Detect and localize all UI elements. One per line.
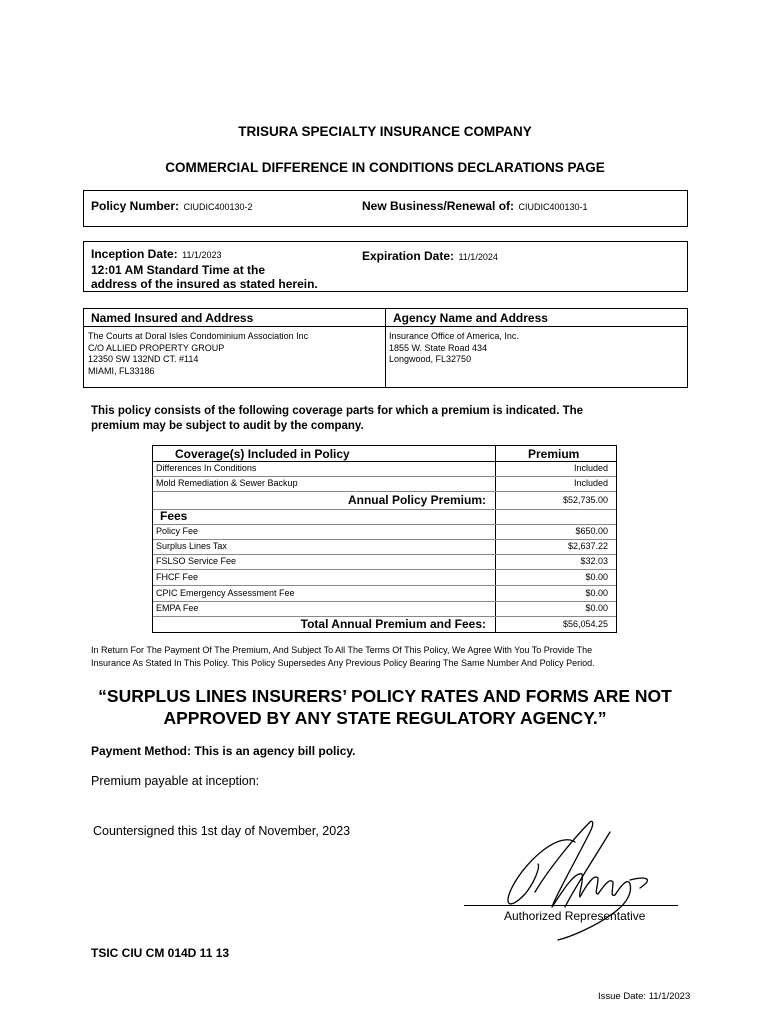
fee-name: Surplus Lines Tax	[156, 541, 227, 551]
policy-number-box	[83, 190, 688, 227]
agency-line: Longwood, FL32750	[389, 354, 472, 364]
agency-line: Insurance Office of America, Inc.	[389, 331, 519, 341]
expiration-label: Expiration Date:	[362, 249, 455, 263]
coverage-premium: Included	[573, 478, 608, 488]
coverage-name: Differences In Conditions	[156, 463, 257, 473]
coverage-intro-line1: This policy consists of the following coverage parts for which a premium is indicated. The	[91, 405, 584, 417]
coverage-column-header: Coverage(s) Included in Policy	[175, 447, 350, 461]
surplus-notice-line1: “SURPLUS LINES INSURERS’ POLICY RATES AND FORMS ARE NOT	[98, 686, 672, 706]
fee-amount: $2,637.22	[567, 541, 608, 551]
company-name: TRISURA SPECIALTY INSURANCE COMPANY	[238, 124, 532, 139]
fee-row	[153, 586, 616, 601]
insured-line: C/O ALLIED PROPERTY GROUP	[88, 342, 225, 353]
fee-row	[153, 554, 616, 569]
fee-amount: $0.00	[585, 572, 608, 582]
coverage-row	[153, 476, 616, 491]
return-statement-line2: Insurance As Stated In This Policy. This Policy Supersedes Any Previous Policy Bearing The Same Number And Policy Period.	[91, 657, 595, 668]
coverage-intro-line2: premium may be subject to audit by the company.	[91, 420, 364, 432]
policy-number-label: Policy Number:	[91, 199, 180, 213]
inception-date: 11/1/2023	[182, 250, 222, 260]
insured-agency-box	[83, 308, 688, 388]
policy-number: CIUDIC400130-2	[183, 202, 253, 212]
fee-row	[153, 539, 616, 554]
inception-time-line1: 12:01 AM Standard Time at the	[91, 262, 266, 277]
authorized-representative-label: Authorized Representative	[504, 909, 646, 923]
payment-method-text: This is an agency bill policy.	[194, 744, 356, 758]
coverage-intro	[91, 404, 583, 434]
premium-payable: Premium payable at inception:	[91, 774, 260, 788]
fee-name: Policy Fee	[156, 526, 199, 536]
renewal-of: CIUDIC400130-1	[518, 202, 588, 212]
agency-header: Agency Name and Address	[393, 311, 548, 325]
insured-address	[88, 331, 308, 377]
surplus-lines-notice	[0, 685, 770, 729]
payment-method: Payment Method: This is an agency bill policy.	[91, 744, 356, 758]
fee-name: FSLSO Service Fee	[156, 556, 237, 566]
form-code: TSIC CIU CM 014D 11 13	[91, 946, 230, 960]
payment-method-label: Payment Method	[91, 744, 188, 758]
fee-amount: $0.00	[585, 603, 608, 613]
agency-address	[389, 331, 519, 366]
dates-box	[83, 241, 688, 292]
premium-column-header: Premium	[528, 447, 580, 461]
inception-time-line2: address of the insured as stated herein.	[91, 277, 318, 291]
fee-name: EMPA Fee	[156, 603, 199, 613]
coverage-table	[152, 445, 617, 633]
surplus-notice-line2: APPROVED BY ANY STATE REGULATORY AGENCY.”	[163, 708, 607, 728]
inception-label: Inception Date:	[91, 247, 178, 261]
fee-amount: $650.00	[575, 526, 608, 536]
fee-amount: $0.00	[585, 588, 608, 598]
insured-line: The Courts at Doral Isles Condominium Association Inc	[88, 331, 309, 341]
fee-row	[153, 524, 616, 539]
fee-name: FHCF Fee	[156, 572, 199, 582]
insured-line: 12350 SW 132ND CT. #114	[88, 354, 199, 364]
return-statement-line1: In Return For The Payment Of The Premium, And Subject To All The Terms Of This Policy, We Agree With You To Provide The	[91, 645, 593, 655]
total-premium-label: Total Annual Premium and Fees:	[300, 617, 486, 631]
fee-name: CPIC Emergency Assessment Fee	[156, 588, 295, 598]
fee-row	[153, 601, 616, 616]
insured-header: Named Insured and Address	[91, 311, 254, 325]
fee-row	[153, 570, 616, 585]
coverage-premium: Included	[573, 463, 608, 473]
issue-date: Issue Date: 11/1/2023	[598, 991, 691, 1002]
coverage-name: Mold Remediation & Sewer Backup	[156, 478, 298, 488]
countersigned-text: Countersigned this 1st day of November, 2023	[93, 824, 351, 838]
agency-line: 1855 W. State Road 434	[389, 342, 488, 353]
insured-line: MIAMI, FL33186	[88, 365, 155, 376]
total-premium-value: $56,054.25	[562, 619, 608, 629]
annual-premium-value: $52,735.00	[562, 495, 608, 505]
fees-label: Fees	[160, 509, 188, 523]
renewal-label: New Business/Renewal of:	[362, 199, 515, 213]
expiration-date: 11/1/2024	[458, 252, 498, 262]
return-statement	[91, 644, 595, 669]
fee-amount: $32.03	[580, 556, 608, 566]
signature	[480, 812, 680, 944]
page-title: COMMERCIAL DIFFERENCE IN CONDITIONS DECLARATIONS PAGE	[165, 160, 605, 175]
annual-premium-label: Annual Policy Premium:	[347, 493, 486, 507]
coverage-row	[153, 461, 616, 476]
